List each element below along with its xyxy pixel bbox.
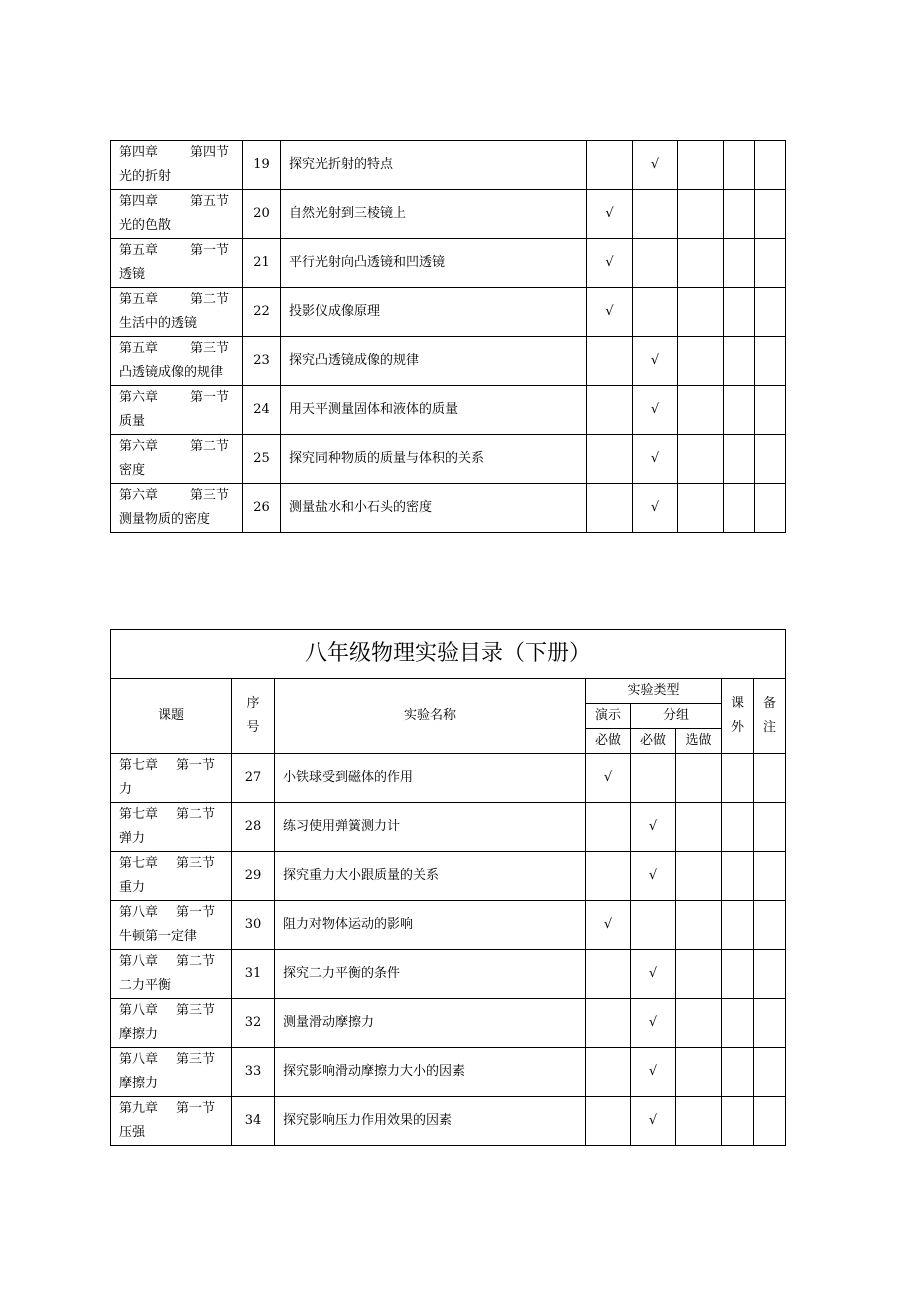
section-label: 第三节 (175, 856, 215, 871)
experiment-table-lower (110, 629, 786, 1146)
row-number: 30 (232, 901, 275, 950)
experiment-name: 投影仪成像原理 (281, 288, 587, 337)
chapter-label: 第九章 (119, 1101, 159, 1116)
group-optional-check (678, 239, 724, 288)
chapter-label: 第八章 (119, 1052, 159, 1067)
row-number: 27 (232, 754, 275, 803)
topic-label: 牛顿第一定律 (119, 929, 198, 944)
experiment-name: 探究光折射的特点 (281, 141, 587, 190)
group-required-check: √ (633, 141, 678, 190)
chapter-label: 第八章 (119, 905, 159, 920)
header-extra: 课外 (722, 679, 754, 754)
note-cell (754, 803, 786, 852)
demo-check (586, 999, 631, 1048)
header-note: 备注 (754, 679, 786, 754)
section-label: 第三节 (175, 1052, 215, 1067)
table-row (111, 435, 786, 484)
section-label: 第一节 (175, 905, 215, 920)
lesson-cell (111, 901, 232, 950)
section-label: 第二节 (175, 954, 215, 969)
table-row (111, 1097, 786, 1146)
row-number: 32 (232, 999, 275, 1048)
extracurricular-cell (724, 239, 755, 288)
demo-check (586, 803, 631, 852)
group-optional-check (678, 337, 724, 386)
lesson-cell (111, 435, 243, 484)
experiment-name: 探究二力平衡的条件 (275, 950, 586, 999)
lesson-cell (111, 999, 232, 1048)
extracurricular-cell (722, 852, 754, 901)
experiment-name: 阻力对物体运动的影响 (275, 901, 586, 950)
row-number: 28 (232, 803, 275, 852)
header-type: 实验类型 (586, 679, 722, 704)
topic-label: 光的折射 (119, 169, 172, 184)
extracurricular-cell (724, 435, 755, 484)
row-number: 31 (232, 950, 275, 999)
section-label: 第三节 (175, 1003, 215, 1018)
row-number: 25 (243, 435, 281, 484)
demo-check (586, 950, 631, 999)
group-optional-check (676, 999, 722, 1048)
experiment-name: 探究同种物质的质量与体积的关系 (281, 435, 587, 484)
experiment-name: 测量滑动摩擦力 (275, 999, 586, 1048)
demo-check (586, 1048, 631, 1097)
table-row (111, 999, 786, 1048)
chapter-label: 第七章 (119, 856, 159, 871)
group-optional-check (678, 141, 724, 190)
group-required-check: √ (633, 386, 678, 435)
group-required-check (633, 190, 678, 239)
upper-table-body (111, 141, 786, 533)
lesson-cell (111, 386, 243, 435)
group-optional-check (676, 901, 722, 950)
lower-table-body (111, 754, 786, 1146)
group-optional-check (676, 1097, 722, 1146)
topic-label: 压强 (119, 1125, 146, 1140)
chapter-label: 第八章 (119, 954, 159, 969)
demo-check (586, 1097, 631, 1146)
extracurricular-cell (722, 1097, 754, 1146)
topic-label: 力 (119, 782, 133, 797)
topic-label: 凸透镜成像的规律 (119, 365, 224, 380)
group-optional-check (678, 484, 724, 533)
header-group-required: 必做 (631, 729, 676, 754)
group-required-check: √ (631, 852, 676, 901)
section-label: 第一节 (175, 758, 215, 773)
table-row (111, 386, 786, 435)
note-cell (754, 901, 786, 950)
row-number: 21 (243, 239, 281, 288)
chapter-label: 第五章 (119, 243, 159, 258)
section-label: 第三节 (189, 341, 229, 356)
experiment-name: 探究重力大小跟质量的关系 (275, 852, 586, 901)
extracurricular-cell (722, 754, 754, 803)
row-number: 23 (243, 337, 281, 386)
demo-check: √ (587, 288, 633, 337)
lesson-cell (111, 1097, 232, 1146)
section-label: 第二节 (189, 439, 229, 454)
section-label: 第五节 (189, 194, 229, 209)
chapter-label: 第五章 (119, 292, 159, 307)
header-name: 实验名称 (275, 679, 586, 754)
chapter-label: 第四章 (119, 145, 159, 160)
section-label: 第四节 (189, 145, 229, 160)
table-row (111, 239, 786, 288)
topic-label: 生活中的透镜 (119, 316, 198, 331)
demo-check (587, 484, 633, 533)
demo-check: √ (587, 190, 633, 239)
note-cell (755, 190, 786, 239)
demo-check: √ (586, 901, 631, 950)
group-optional-check (678, 288, 724, 337)
lesson-cell (111, 141, 243, 190)
group-required-check: √ (633, 337, 678, 386)
group-required-check: √ (633, 484, 678, 533)
group-optional-check (676, 1048, 722, 1097)
extracurricular-cell (724, 288, 755, 337)
group-required-check (631, 901, 676, 950)
chapter-label: 第六章 (119, 488, 159, 503)
chapter-label: 第六章 (119, 390, 159, 405)
note-cell (754, 950, 786, 999)
section-label: 第三节 (189, 488, 229, 503)
demo-check (587, 141, 633, 190)
experiment-name: 探究凸透镜成像的规律 (281, 337, 587, 386)
row-number: 34 (232, 1097, 275, 1146)
table-row (111, 484, 786, 533)
topic-label: 重力 (119, 880, 146, 895)
experiment-name: 测量盐水和小石头的密度 (281, 484, 587, 533)
extracurricular-cell (724, 484, 755, 533)
group-required-check (633, 239, 678, 288)
lesson-cell (111, 190, 243, 239)
chapter-label: 第六章 (119, 439, 159, 454)
note-cell (754, 754, 786, 803)
topic-label: 透镜 (119, 267, 146, 282)
row-number: 22 (243, 288, 281, 337)
table-row (111, 337, 786, 386)
experiment-table-upper (110, 140, 786, 533)
row-number: 29 (232, 852, 275, 901)
row-number: 20 (243, 190, 281, 239)
group-optional-check (676, 754, 722, 803)
topic-label: 密度 (119, 463, 146, 478)
group-required-check (633, 288, 678, 337)
note-cell (754, 1048, 786, 1097)
experiment-name: 平行光射向凸透镜和凹透镜 (281, 239, 587, 288)
section-label: 第一节 (189, 390, 229, 405)
group-required-check: √ (633, 435, 678, 484)
demo-check (587, 337, 633, 386)
experiment-name: 小铁球受到磁体的作用 (275, 754, 586, 803)
table-title: 八年级物理实验目录（下册） (111, 630, 786, 679)
experiment-name: 探究影响压力作用效果的因素 (275, 1097, 586, 1146)
lesson-cell (111, 852, 232, 901)
group-optional-check (678, 386, 724, 435)
extracurricular-cell (722, 803, 754, 852)
lesson-cell (111, 950, 232, 999)
group-optional-check (676, 852, 722, 901)
extracurricular-cell (724, 190, 755, 239)
group-optional-check (678, 190, 724, 239)
row-number: 26 (243, 484, 281, 533)
chapter-label: 第四章 (119, 194, 159, 209)
row-number: 19 (243, 141, 281, 190)
header-group: 分组 (631, 704, 722, 729)
topic-label: 摩擦力 (119, 1076, 159, 1091)
demo-check: √ (586, 754, 631, 803)
extracurricular-cell (722, 999, 754, 1048)
group-optional-check (676, 803, 722, 852)
extracurricular-cell (722, 950, 754, 999)
extracurricular-cell (722, 1048, 754, 1097)
section-label: 第一节 (175, 1101, 215, 1116)
lesson-cell (111, 803, 232, 852)
lesson-cell (111, 1048, 232, 1097)
header-group-optional: 选做 (676, 729, 722, 754)
experiment-name: 自然光射到三棱镜上 (281, 190, 587, 239)
table-row (111, 288, 786, 337)
extracurricular-cell (724, 141, 755, 190)
section-label: 第二节 (189, 292, 229, 307)
row-number: 33 (232, 1048, 275, 1097)
demo-check (587, 386, 633, 435)
lesson-cell (111, 337, 243, 386)
table-row (111, 803, 786, 852)
group-optional-check (678, 435, 724, 484)
note-cell (755, 386, 786, 435)
chapter-label: 第八章 (119, 1003, 159, 1018)
lesson-cell (111, 288, 243, 337)
lesson-cell (111, 754, 232, 803)
lesson-cell (111, 239, 243, 288)
note-cell (755, 435, 786, 484)
group-required-check: √ (631, 1097, 676, 1146)
group-required-check: √ (631, 1048, 676, 1097)
extracurricular-cell (724, 337, 755, 386)
note-cell (754, 999, 786, 1048)
row-number: 24 (243, 386, 281, 435)
topic-label: 二力平衡 (119, 978, 172, 993)
chapter-label: 第五章 (119, 341, 159, 356)
table-row (111, 1048, 786, 1097)
note-cell (755, 239, 786, 288)
topic-label: 光的色散 (119, 218, 172, 233)
note-cell (755, 288, 786, 337)
table-row (111, 190, 786, 239)
section-label: 第二节 (175, 807, 215, 822)
header-demo-required: 必做 (586, 729, 631, 754)
group-required-check: √ (631, 950, 676, 999)
topic-label: 质量 (119, 414, 146, 429)
lesson-cell (111, 484, 243, 533)
note-cell (754, 1097, 786, 1146)
note-cell (755, 337, 786, 386)
demo-check: √ (587, 239, 633, 288)
topic-label: 摩擦力 (119, 1027, 159, 1042)
group-optional-check (676, 950, 722, 999)
header-num: 序号 (232, 679, 275, 754)
table-row (111, 950, 786, 999)
topic-label: 测量物质的密度 (119, 512, 211, 527)
topic-label: 弹力 (119, 831, 146, 846)
table-row (111, 852, 786, 901)
chapter-label: 第七章 (119, 807, 159, 822)
experiment-name: 用天平测量固体和液体的质量 (281, 386, 587, 435)
header-demo: 演示 (586, 704, 631, 729)
experiment-name: 探究影响滑动摩擦力大小的因素 (275, 1048, 586, 1097)
demo-check (587, 435, 633, 484)
note-cell (755, 141, 786, 190)
extracurricular-cell (722, 901, 754, 950)
table-row (111, 754, 786, 803)
group-required-check: √ (631, 803, 676, 852)
note-cell (755, 484, 786, 533)
table-row (111, 901, 786, 950)
group-required-check (631, 754, 676, 803)
extracurricular-cell (724, 386, 755, 435)
demo-check (586, 852, 631, 901)
chapter-label: 第七章 (119, 758, 159, 773)
note-cell (754, 852, 786, 901)
table-row (111, 141, 786, 190)
section-label: 第一节 (189, 243, 229, 258)
group-required-check: √ (631, 999, 676, 1048)
header-lesson: 课题 (111, 679, 232, 754)
experiment-name: 练习使用弹簧测力计 (275, 803, 586, 852)
